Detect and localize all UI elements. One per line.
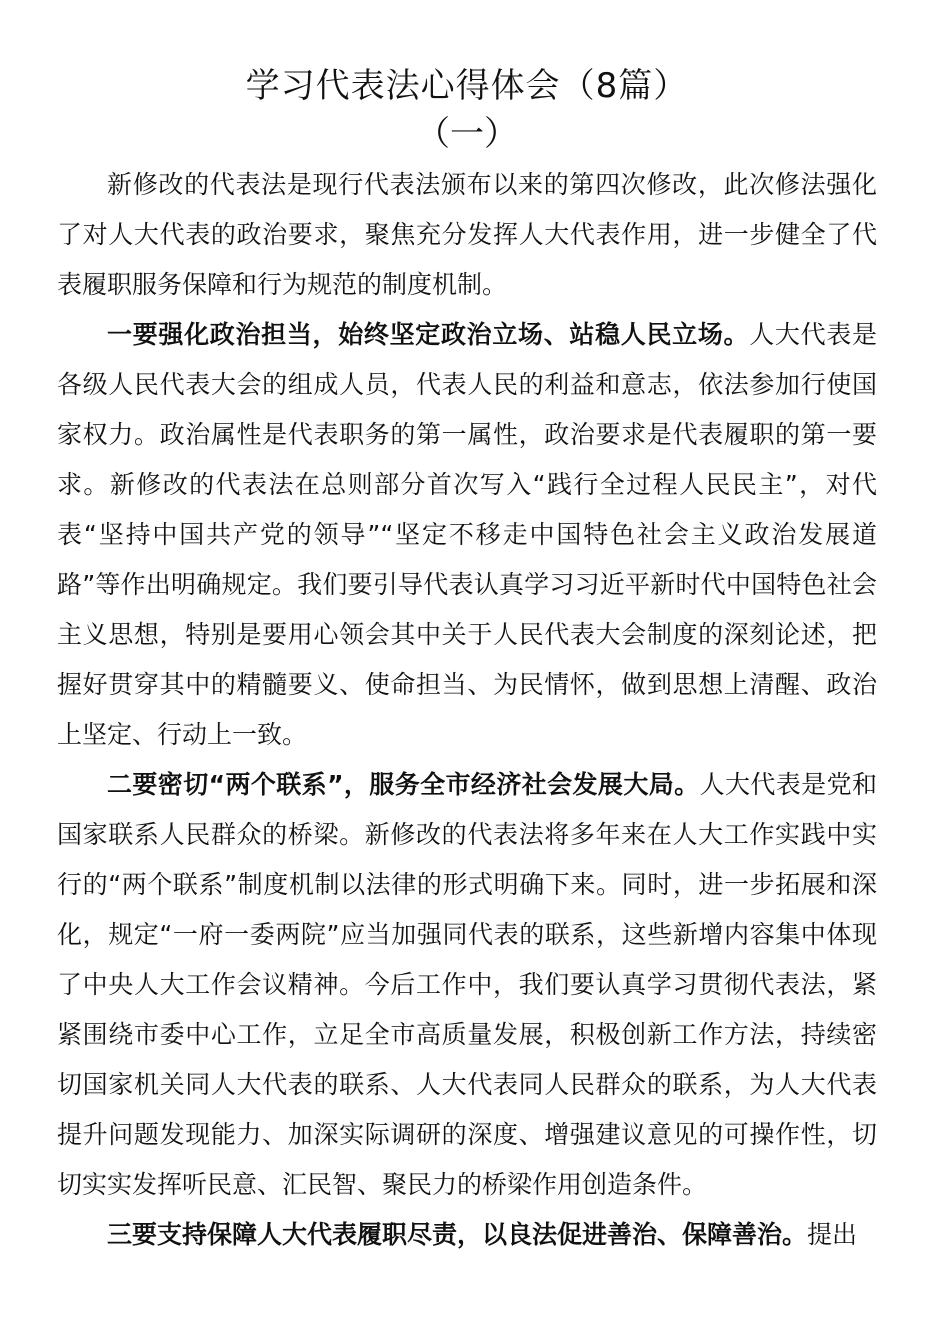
paragraph-text: 新修改的代表法是现行代表法颁布以来的第四次修改，此次修法强化了对人大代表的政治要求，聚焦充分发挥人大代表作用，进一步健全了代表履职服务保障和行为规范的制度机制。 <box>57 170 877 299</box>
paragraph-point-1 <box>57 310 877 760</box>
paragraph-lead: 三要支持保障人大代表履职尽责，以良法促进善治、保障善治。 <box>107 1220 808 1249</box>
paragraph-point-2 <box>57 760 877 1210</box>
paragraph-lead: 二要密切“两个联系”，服务全市经济社会发展大局。 <box>107 770 700 799</box>
paragraph-text: 人大代表是党和国家联系人民群众的桥梁。新修改的代表法将多年来在人大工作实践中实行的“两个联系”制度机制以法律的形式明确下来。同时，进一步拓展和深化，规定“一府一委两院”应当加强同代表的联系，这些新增内容集中体现了中央人大工作会议精神。今后工作中，我们要认真学习贯彻代表法，紧紧围绕市委中心工作，立足全市高质量发展，积极创新工作方法，持续密切国家机关同人大代表的联系、人大代表同人民群众的联系，为人大代表提升问题发现能力、加深实际调研的深度、增强建议意见的可操作性，切切实实发挥听民意、汇民智、聚民力的桥梁作用创造条件。 <box>57 770 877 1199</box>
paragraph-lead: 一要强化政治担当，始终坚定政治立场、站稳人民立场。 <box>107 320 750 349</box>
paragraph-text: 人大代表是各级人民代表大会的组成人员，代表人民的利益和意志，依法参加行使国家权力。政治属性是代表职务的第一属性，政治要求是代表履职的第一要求。新修改的代表法在总则部分首次写入“践行全过程人民民主”，对代表“坚持中国共产党的领导”“坚定不移走中国特色社会主义政治发展道路”等作出明确规定。我们要引导代表认真学习习近平新时代中国特色社会主义思想，特别是要用心领会其中关于人民代表大会制度的深刻论述，把握好贯穿其中的精髓要义、使命担当、为民情怀，做到思想上清醒、政治上坚定、行动上一致。 <box>57 320 877 749</box>
paragraph-point-3 <box>57 1210 877 1260</box>
document-title: 学习代表法心得体会（8篇） <box>245 66 689 106</box>
paragraph-intro <box>57 160 877 310</box>
section-number: （一） <box>416 114 518 154</box>
document-page <box>57 62 877 1260</box>
paragraph-text: 提出 <box>807 1220 858 1249</box>
